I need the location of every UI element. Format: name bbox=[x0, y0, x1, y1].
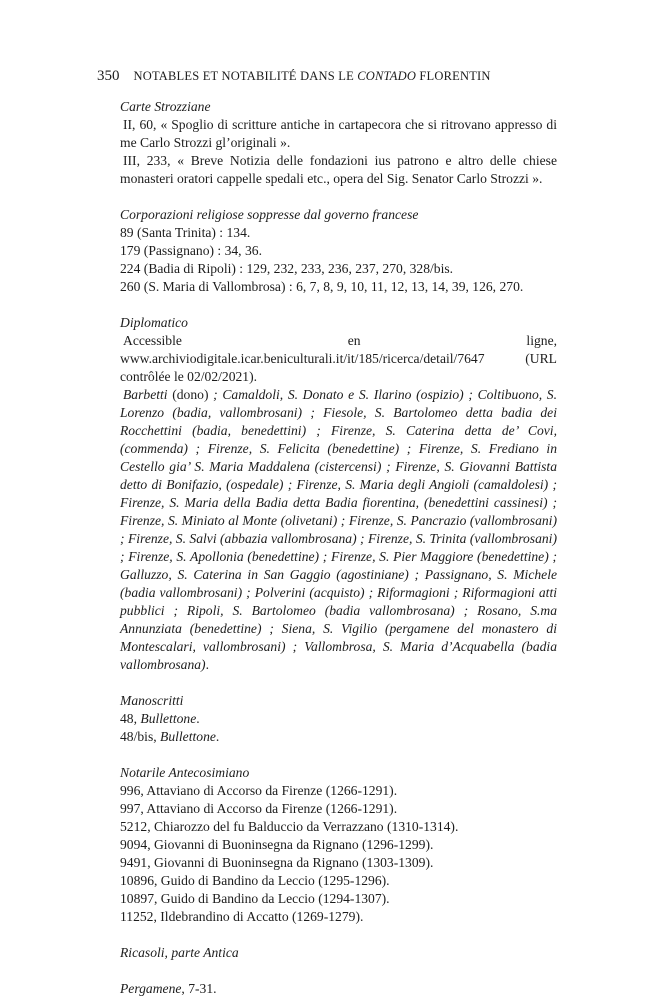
running-title-part2: FLORENTIN bbox=[416, 69, 491, 83]
notarile-entry: 9094, Giovanni di Buoninsegna da Rignano (1296-1299). bbox=[120, 837, 434, 852]
manoscritti-end: . bbox=[196, 711, 200, 726]
notarile-entry: 5212, Chiarozzo del fu Balduccio da Verrazzano (1310-1314). bbox=[120, 819, 459, 834]
running-title bbox=[134, 69, 491, 83]
page-body bbox=[120, 98, 557, 998]
manoscritti-title: Bullettone bbox=[140, 711, 197, 726]
notarile-entry: 996, Attaviano di Accorso da Firenze (1266-1291). bbox=[120, 783, 398, 798]
spacer bbox=[120, 674, 557, 692]
diplomatico-fonds-rest: ; Camaldoli, S. Donato e S. Ilarino (ospizio) ; Coltibuono, S. Lorenzo (badia, vallombrosani) ; Fiesole, S. Bartolomeo detta badia dei Rocchettini (badia, benedettini) ; Firenze, S. Caterina detta de’ Covi, (commenda) ; Firenze, S. Felicita (benedettine) ; Firenze, S. Frediano in Cestello gia’ S. Maria Maddalena (cistercensi) ; Firenze, S. Giovanni Battista detto di Bonifazio, (ospedale) ; Firenze, S. Maria degli Angioli (camaldolesi) ; Firenze, S. Maria della Badia detta Badia fiorentina, (benedettini cassinesi) ; Firenze, S. Miniato al Monte (olivetani) ; Firenze, S. Pancrazio (vallombrosani) ; Firenze, S. Salvi (abbazia vallombrosana) ; Firenze, S. Trinita (vallombrosani) ; Firenze, S. Apollonia (benedettine) ; Firenze, S. Pier Maggiore (benedettine) ; Galluzzo, S. Caterina in San Gaggio (agostiniane) ; Passignano, S. Michele (badia vallombrosani) ; Polverini (acquisto) ; Riformagioni ; Riformagioni atti pubblici ; Ripoli, S. Bartolomeo (badia vallombrosana) ; Rosano, S.ma Annunziata (benedettine) ; Siena, S. Vigilio (pergamene del monastero di Montescalari, vallombrosani) ; Vallombrosa, S. Maria d’Acquabella (badia vallombrosana) bbox=[120, 387, 558, 672]
page-number: 350 bbox=[97, 68, 120, 84]
notarile-entry: 10897, Guido di Bandino da Leccio (1294-1307). bbox=[120, 891, 390, 906]
section-title-corporazioni: Corporazioni religiose soppresse dal governo francese bbox=[120, 207, 419, 222]
section-title-manoscritti: Manoscritti bbox=[120, 693, 184, 708]
pergamene-range: , 7-31. bbox=[181, 981, 217, 996]
strozziane-entry: II, 60, « Spoglio di scritture antiche in cartapecora che si ritrovano appresso di me Carlo Strozzi gl’originali ». bbox=[120, 117, 557, 150]
manoscritti-entry bbox=[120, 728, 557, 746]
corporazioni-entry: 179 (Passignano) : 34, 36. bbox=[120, 243, 262, 258]
spacer bbox=[120, 296, 557, 314]
notarile-entry: 997, Attaviano di Accorso da Firenze (1266-1291). bbox=[120, 801, 398, 816]
corporazioni-entry: 224 (Badia di Ripoli) : 129, 232, 233, 236, 237, 270, 328/bis. bbox=[120, 261, 454, 276]
manoscritti-number: 48, bbox=[120, 711, 141, 726]
strozziane-entry: III, 233, « Breve Notizia delle fondazioni ius patrono e altro delle chiese monasteri oratori cappelle spedali etc., opera del Sig. Senator Carlo Strozzi ». bbox=[120, 153, 557, 186]
running-title-part1: NOTABLES ET NOTABILITÉ DANS LE bbox=[133, 69, 358, 83]
section-title-diplomatico: Diplomatico bbox=[120, 315, 188, 330]
diplomatico-fonds-list bbox=[120, 386, 557, 674]
diplomatico-access-note: Accessible en ligne, www.archiviodigitale.icar.beniculturali.it/it/185/ricerca/detail/7647 (URL contrôlée le 02/02/2021). bbox=[120, 333, 557, 384]
corporazioni-entry: 260 (S. Maria di Vallombrosa) : 6, 7, 8, 9, 10, 11, 12, 13, 14, 39, 126, 270. bbox=[120, 279, 524, 294]
corporazioni-entry: 89 (Santa Trinita) : 134. bbox=[120, 225, 251, 240]
diplomatico-first-note: (dono) bbox=[167, 387, 209, 402]
spacer bbox=[120, 188, 557, 206]
manoscritti-end: . bbox=[215, 729, 220, 744]
notarile-entry: 10896, Guido di Bandino da Leccio (1295-1296). bbox=[120, 873, 390, 888]
spacer bbox=[120, 962, 557, 980]
spacer bbox=[120, 926, 557, 944]
manoscritti-number: 48/bis, bbox=[120, 729, 161, 744]
diplomatico-list-end: . bbox=[205, 657, 209, 672]
section-title-notarile: Notarile Antecosimiano bbox=[120, 765, 250, 780]
diplomatico-first-fonds: Barbetti bbox=[123, 387, 168, 402]
pergamene-title: Pergamene bbox=[120, 981, 182, 996]
running-title-italic: CONTADO bbox=[357, 69, 417, 83]
section-title-carte-strozziane: Carte Strozziane bbox=[120, 99, 211, 114]
spacer bbox=[120, 746, 557, 764]
notarile-entry: 11252, Ildebrandino di Accatto (1269-1279). bbox=[120, 909, 364, 924]
manoscritti-title: Bullettone bbox=[160, 729, 216, 744]
notarile-entry: 9491, Giovanni di Buoninsegna da Rignano (1303-1309). bbox=[120, 855, 434, 870]
running-header bbox=[97, 68, 557, 84]
manoscritti-entry bbox=[120, 710, 557, 728]
pergamene-entry bbox=[120, 980, 557, 998]
section-title-ricasoli: Ricasoli, parte Antica bbox=[120, 945, 239, 960]
